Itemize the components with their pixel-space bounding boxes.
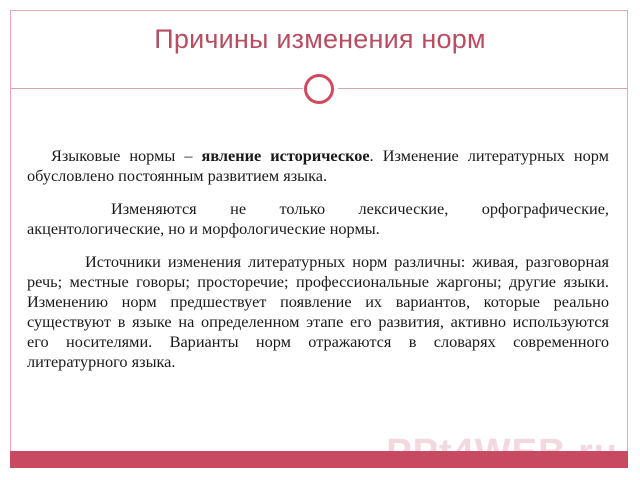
paragraph-1-bold: явление историческое [201,146,370,165]
bottom-accent-bar [10,451,628,468]
paragraph-2: Изменяются не только лексические, орфографические, акцентологические, но и морфологические нормы. [27,199,609,238]
paragraph-1 [27,146,609,186]
title-divider-left [11,88,303,89]
paragraph-1-lead: Языковые нормы – [51,146,202,165]
slide-title: Причины изменения норм [154,24,486,54]
paragraph-3: Источники изменения литературных норм различны: живая, разговорная речь; местные говоры; просторечие; профессиональные жаргоны; другие языки. Изменению норм предшествует появление их вариантов, которые реально существуют в языке на определенном этапе его развития, активно используются его носителями. Варианты норм отражаются в словарях современного литературного языка. [27,252,609,371]
title-divider-right [338,88,627,89]
paragraph-1-rest: . Изменение литературных норм обусловлено постоянным развитием языка. [27,146,609,185]
circle-ornament-icon [304,74,334,104]
slide-body [27,146,609,385]
